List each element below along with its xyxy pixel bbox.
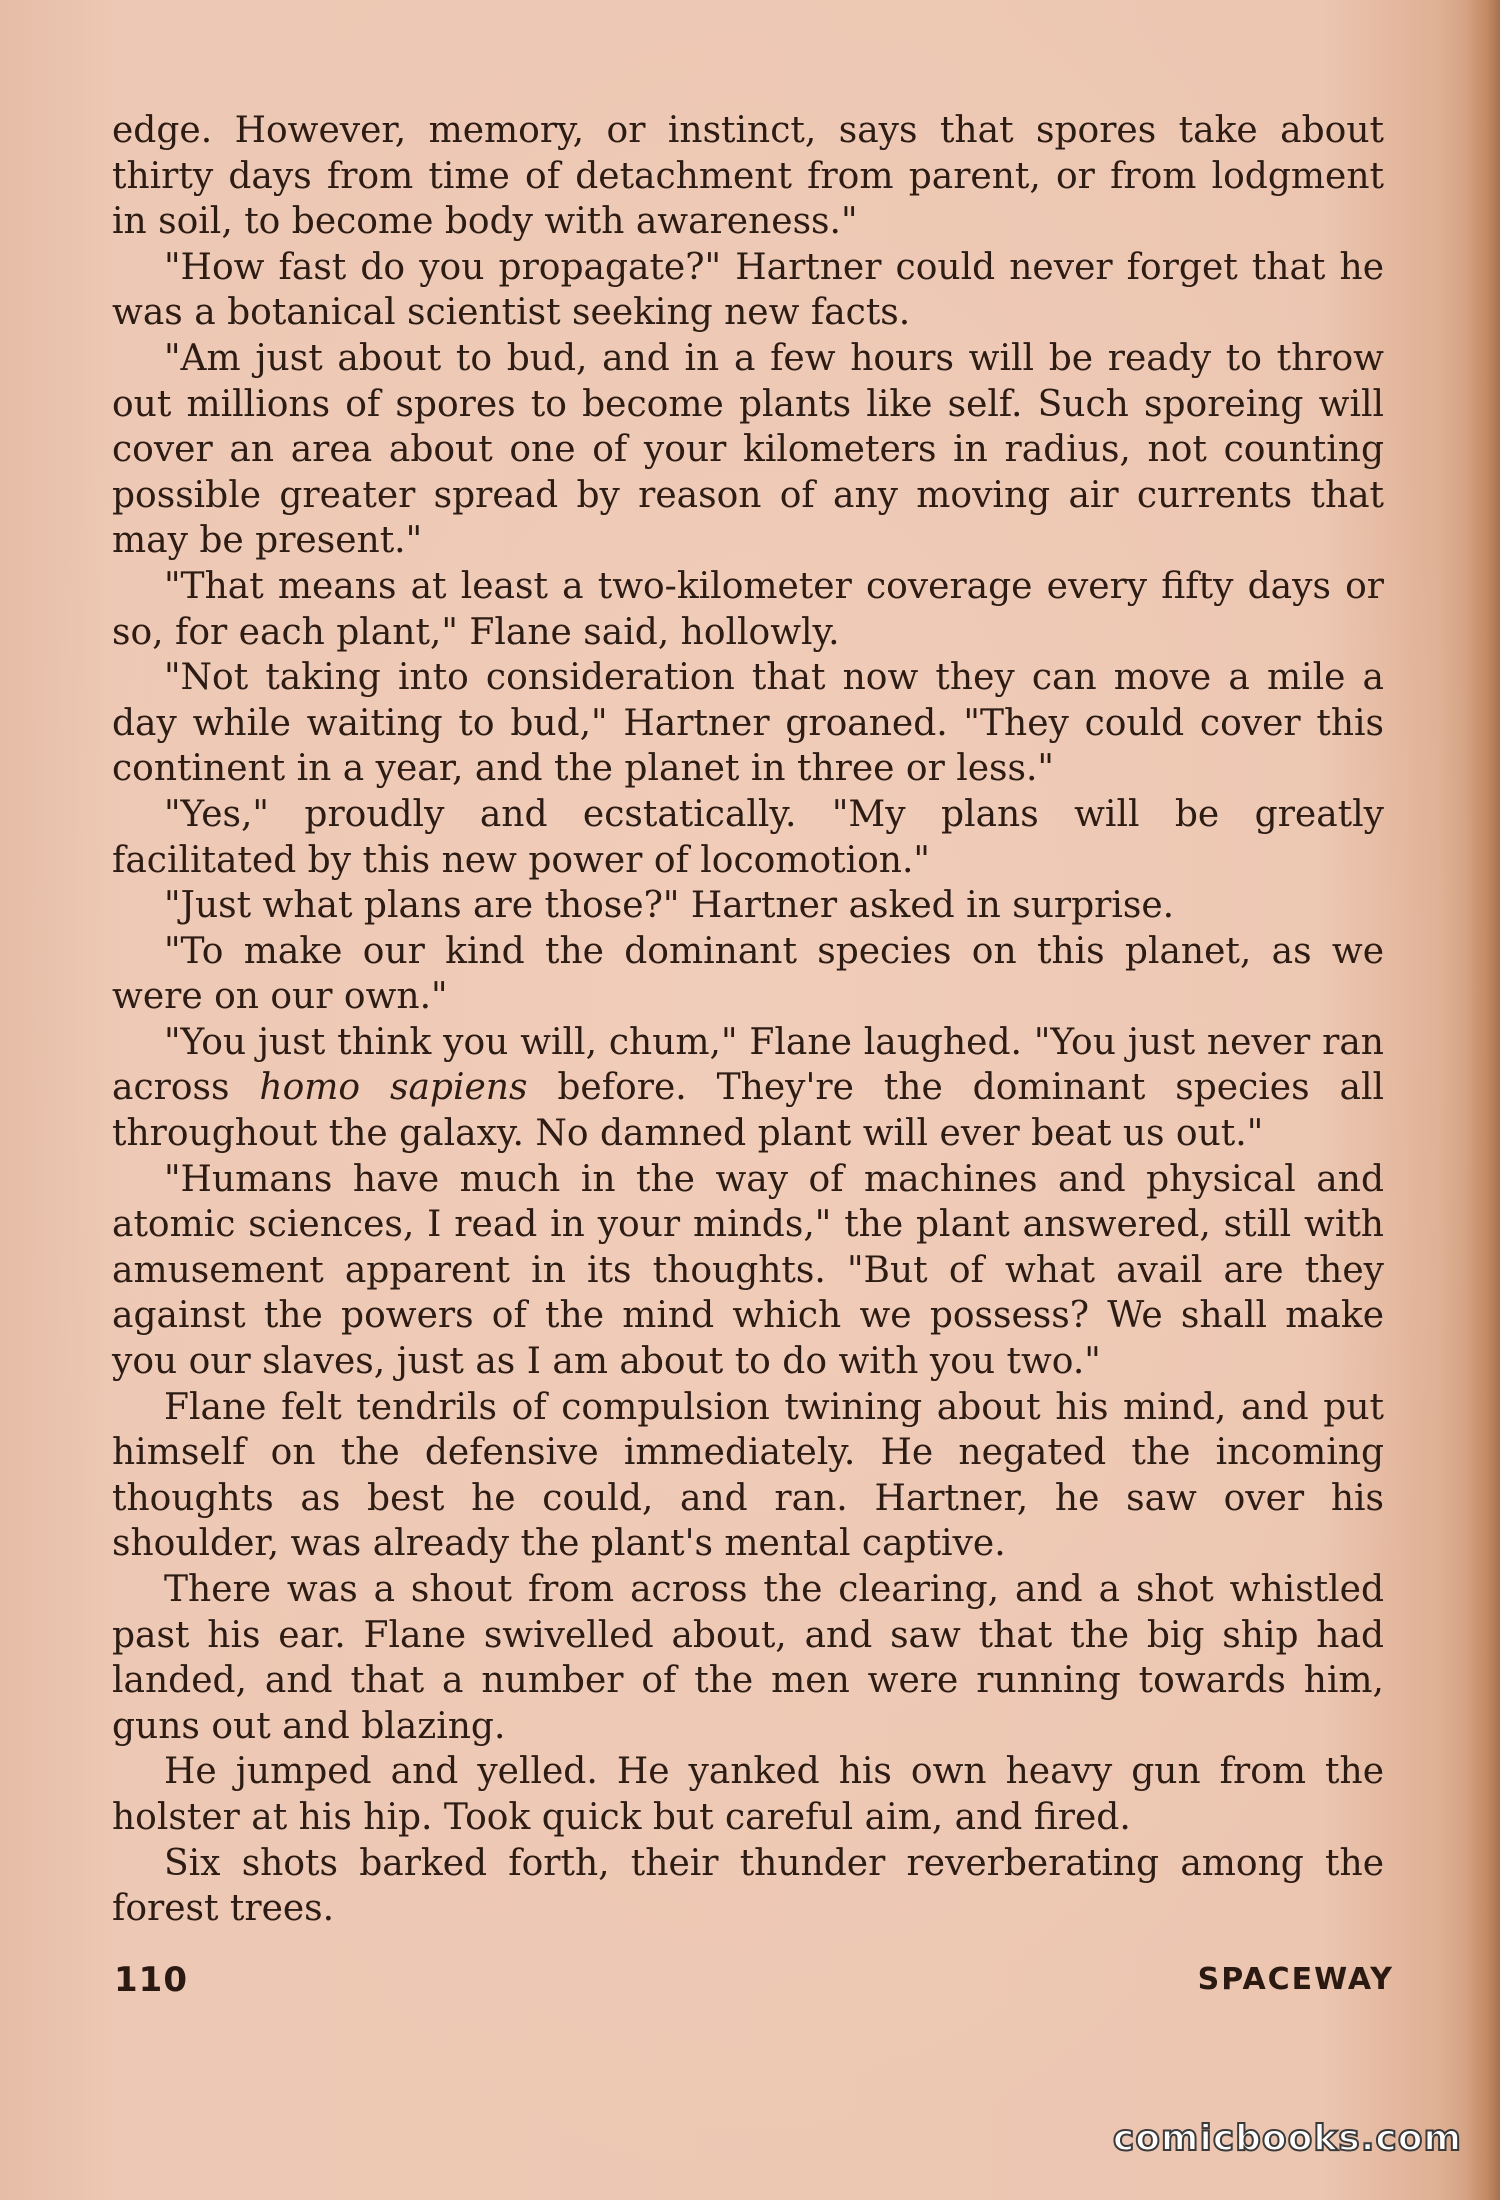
paragraph: "Am just about to bud, and in a few hours will be ready to throw out millions of spores to become plants like self. Such sporeing will cover an area about one of your kilometers in radius, not counting possible greater spread by reason of any moving air currents that may be present." <box>112 337 1384 562</box>
italic-term: homo sapiens <box>259 1067 528 1109</box>
paragraph: edge. However, memory, or instinct, says that spores take about thirty days from time of detachment from parent, or from lodgment in soil, to become body with awareness." <box>112 110 1384 243</box>
paragraph: Six shots barked forth, their thunder reverberating among the forest trees. <box>112 1842 1384 1930</box>
paragraph: "How fast do you propagate?" Hartner could never forget that he was a botanical scientist seeking new facts. <box>112 246 1384 334</box>
paragraph: "To make our kind the dominant species on this planet, as we were on our own." <box>112 930 1384 1018</box>
source-watermark: comicbooks.com <box>1112 2118 1462 2159</box>
paragraph: "Just what plans are those?" Hartner asked in surprise. <box>164 885 1175 927</box>
paragraph: He jumped and yelled. He yanked his own heavy gun from the holster at his hip. Took quick but careful aim, and fired. <box>112 1751 1384 1838</box>
magazine-title: SPACEWAY <box>1197 1962 1394 1997</box>
paragraph: "That means at least a two-kilometer coverage every fifty days or so, for each plant," Flane said, hollowly. <box>112 565 1384 653</box>
paragraph-text: "You just think you will, chum," Flane laughed. "You just never ran across <box>112 1021 1384 1109</box>
paragraph-text: before. They're the dominant species all throughout the galaxy. No damned plant will ever beat us out." <box>112 1067 1384 1155</box>
paragraph: There was a shout from across the clearing, and a shot whistled past his ear. Flane swivelled about, and saw that the big ship had landed, and that a number of the men were running towards him, guns out and blazing. <box>112 1569 1384 1747</box>
story-text <box>112 108 1384 1932</box>
paragraph: "Yes," proudly and ecstatically. "My plans will be greatly facilitated by this new power of locomotion." <box>112 793 1384 881</box>
page-number: 110 <box>114 1960 188 2000</box>
page-footer <box>114 1960 1394 2004</box>
paragraph: "Not taking into consideration that now they can move a mile a day while waiting to bud," Hartner groaned. "They could cover this continent in a year, and the planet in three or less." <box>112 657 1384 790</box>
paragraph-homo-sapiens <box>112 1020 1384 1157</box>
page-edge-shadow <box>1466 0 1500 2200</box>
paragraph: Flane felt tendrils of compulsion twining about his mind, and put himself on the defensive immediately. He negated the incoming thoughts as best he could, and ran. Hartner, he saw over his shoulder, was already the plant's mental captive. <box>112 1386 1384 1565</box>
paragraph: "Humans have much in the way of machines and physical and atomic sciences, I read in your minds," the plant answered, still with amusement apparent in its thoughts. "But of what avail are they against the powers of the mind which we possess? We shall make you our slaves, just as I am about to do with you two." <box>112 1158 1384 1383</box>
